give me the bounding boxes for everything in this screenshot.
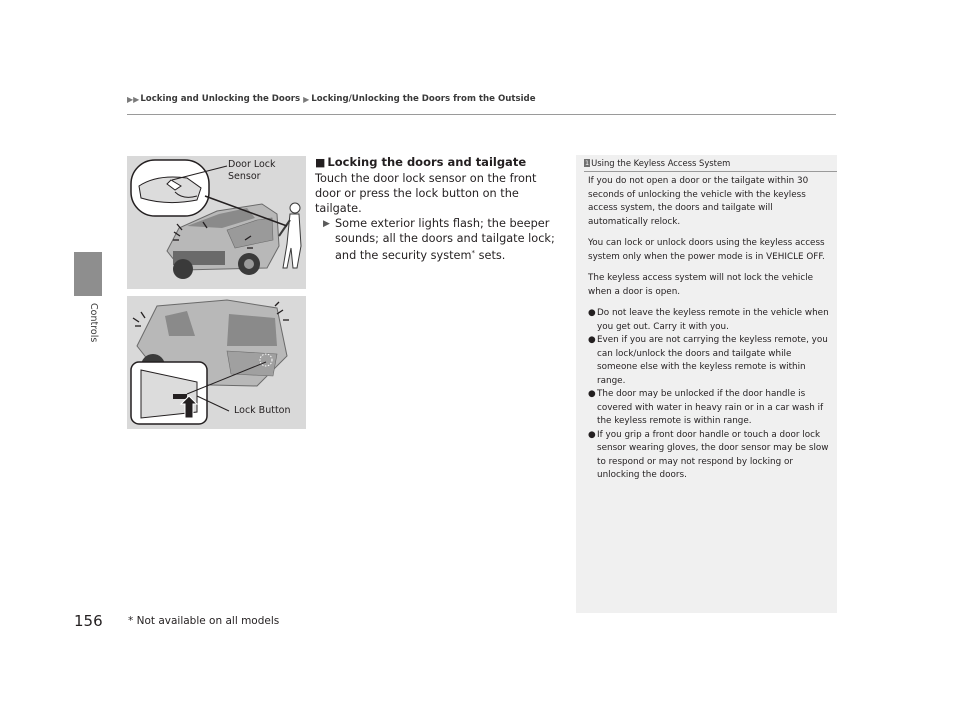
- note-bullet: ● If you grip a front door handle or touch a door lock sensor wearing gloves, the door sensor may be slow to respond or may not respond by locking or unlocking the doors.: [588, 429, 829, 480]
- note-paragraph: The keyless access system will not lock the vehicle when a door is open.: [588, 273, 814, 297]
- main-content: [315, 155, 565, 263]
- section-tab-label: Controls: [88, 303, 99, 343]
- bullet-icon: ●: [588, 429, 596, 440]
- instruction-text: Touch the door lock sensor on the front door or press the lock button on the tailgate.: [315, 172, 537, 215]
- result-text: ▶ Some exterior lights flash; the beeper sounds; all the doors and tailgate lock; and the security system* sets.: [323, 217, 555, 262]
- note-divider: [584, 171, 837, 172]
- lock-button-label: Lock Button: [234, 405, 291, 416]
- breadcrumb-item[interactable]: Locking/Unlocking the Doors from the Outside: [311, 94, 536, 104]
- note-bullet-list: [588, 307, 834, 483]
- section-heading: ■ Locking the doors and tailgate: [315, 155, 527, 169]
- header-divider: [127, 114, 836, 115]
- note-body: [588, 175, 834, 483]
- breadcrumb-arrow-icon: ▶▶: [127, 94, 140, 104]
- note-paragraph: If you do not open a door or the tailgate within 30 seconds of unlocking the vehicle with the keyless access system, the doors and tailgate will automatically relock.: [588, 176, 809, 227]
- page-number: 156: [74, 612, 103, 630]
- note-ref-icon: 1: [585, 159, 590, 167]
- door-lock-sensor-label: Door Lock Sensor: [228, 159, 276, 182]
- note-bullet: ● Even if you are not carrying the keyless remote, you can lock/unlock the doors and tailgate while someone else with the keyless remote is within range.: [588, 335, 828, 386]
- note-paragraph: You can lock or unlock doors using the keyless access system only when the power mode is in VEHICLE OFF.: [588, 238, 825, 262]
- result-arrow-icon: ▶: [323, 219, 330, 229]
- bullet-icon: ●: [588, 308, 596, 318]
- car-front-illustration: [127, 156, 306, 289]
- section-tab: [74, 252, 102, 296]
- breadcrumb: [127, 94, 536, 104]
- breadcrumb-item[interactable]: Locking and Unlocking the Doors: [140, 94, 301, 104]
- bullet-icon: ●: [588, 389, 596, 399]
- illustration-panel: [127, 156, 306, 429]
- note-title: 1 Using the Keyless Access System: [585, 158, 731, 168]
- note-bullet: ● Do not leave the keyless remote in the vehicle when you get out. Carry it with you.: [588, 308, 829, 332]
- note-bullet: ● The door may be unlocked if the door handle is covered with water in heavy rain or in a car wash if the keyless remote is within range.: [588, 389, 824, 426]
- breadcrumb-arrow-icon: ▶: [303, 94, 310, 104]
- bullet-icon: ●: [588, 335, 596, 345]
- side-note: [576, 155, 837, 613]
- heading-square-icon: ■: [315, 156, 326, 169]
- footnote: * Not available on all models: [128, 615, 280, 627]
